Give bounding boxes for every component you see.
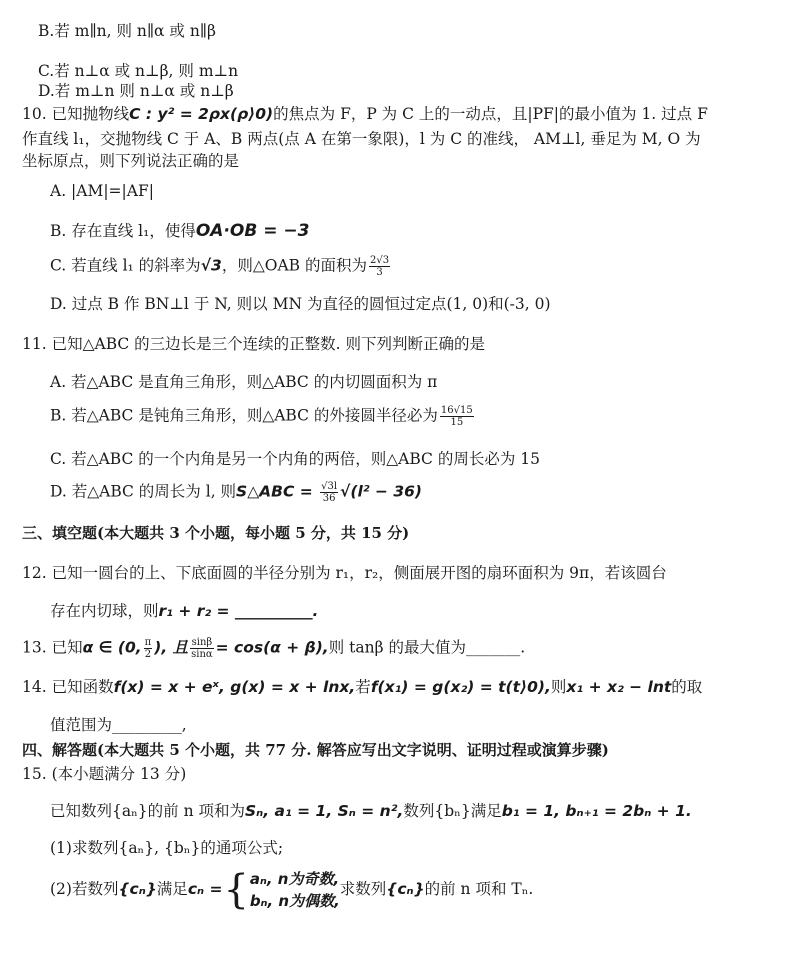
q10-line1 <box>22 104 708 124</box>
q15-stem-text1: 已知数列{aₙ}的前 n 项和为 <box>50 802 246 820</box>
q13-cos-expression: = cos(α + β), <box>215 638 329 657</box>
q13-question-text: 则 tanβ 的最大值为_______. <box>328 638 526 657</box>
q15-heading: 15. (本小题满分 13 分) <box>22 765 187 783</box>
q11-option-c: C. 若△ABC 的一个内角是另一个内角的两倍，则△ABC 的周长必为 15 <box>50 450 540 468</box>
q13-line <box>22 637 525 660</box>
q11-option-d <box>50 481 422 504</box>
q13-ratio-fraction <box>190 637 214 660</box>
q14-line2: 值范围为_________, <box>50 716 187 734</box>
q10-dot-product-formula: OA·OB = −3 <box>195 221 310 241</box>
q14-functions: f(x) = x + eˣ, g(x) = x + lnx, <box>113 678 356 696</box>
q14-tail-text: 的取 <box>671 678 703 696</box>
q14-target-expression: x₁ + x₂ − lnt <box>566 678 672 696</box>
q10-number-text: 10. 已知抛物线 <box>22 105 130 123</box>
section-4-heading: 四、解答题(本大题共 5 个小题，共 77 分. 解答应写出文字说明、证明过程或演算步骤) <box>22 741 609 759</box>
q10-option-d: D. 过点 B 作 BN⊥l 于 N, 则以 MN 为直径的圆恒过定点(1, 0)和(-3, 0) <box>50 295 551 313</box>
q12-line1: 12. 已知一圆台的上、下底面圆的半径分别为 r₁，r₂，侧面展开图的扇环面积为 9π，若该圆台 <box>22 564 667 582</box>
q12-sum-blank: r₁ + r₂ = __________. <box>158 602 319 620</box>
q15-cn-def: cₙ = <box>187 880 223 898</box>
q10-parabola-formula: C : y² = 2ρx(ρ⟩0) <box>129 105 274 123</box>
q10-line3: 坐标原点，则下列说法正确的是 <box>22 152 240 170</box>
q10-area-fraction <box>369 255 390 278</box>
q11-option-d-text: D. 若△ABC 的周长为 l, 则 <box>50 482 237 501</box>
q15-part2-text4: 的前 n 项和 Tₙ. <box>424 880 534 898</box>
q14-number-text: 14. 已知函数 <box>22 678 114 696</box>
q12-line2 <box>50 601 318 621</box>
q15-bn-formula: b₁ = 1, bₙ₊₁ = 2bₙ + 1. <box>501 802 692 820</box>
q12-text: 存在内切球，则 <box>50 602 159 620</box>
q11-option-b-text: B. 若△ABC 是钝角三角形，则△ABC 的外接圆半径必为 <box>50 406 438 425</box>
q15-sn-formula: Sₙ, a₁ = 1, Sₙ = n², <box>245 802 404 820</box>
q14-then-text: 则 <box>550 678 567 696</box>
q10-option-b <box>50 221 309 241</box>
option-d-line: D.若 m⊥n 则 n⊥α 或 n⊥β <box>38 82 234 100</box>
q13-number-text: 13. 已知 <box>22 638 83 657</box>
q15-part2-text3: 求数列 <box>339 880 387 898</box>
q10-stem-text: 的焦点为 F，P 为 C 上的一动点，且|PF|的最小值为 1. 过点 F <box>273 105 708 123</box>
q15-case-even: bₙ, n为偶数, <box>249 892 340 910</box>
q15-stem <box>50 801 692 821</box>
q15-part2-text1: (2)若数列 <box>50 880 119 898</box>
q13-pi-fraction <box>144 637 153 660</box>
q15-cn-seq: {cₙ} <box>118 880 157 898</box>
fraction-denominator: 3 <box>376 267 383 278</box>
q10-option-c <box>50 255 392 278</box>
q10-option-c-text: C. 若直线 l₁ 的斜率为 <box>50 256 201 275</box>
q13-alpha-range: α ∈ (0, <box>82 638 142 657</box>
q10-option-c-text2: ，则△OAB 的面积为 <box>221 256 367 275</box>
q15-case-odd: aₙ, n为奇数, <box>249 870 340 888</box>
q14-condition: f(x₁) = g(x₂) = t(t⟩0), <box>370 678 551 696</box>
q11-option-a: A. 若△ABC 是直角三角形，则△ABC 的内切圆面积为 π <box>50 373 438 391</box>
q15-part1: (1)求数列{aₙ}, {bₙ}的通项公式; <box>50 839 284 857</box>
q11-area-symbol: S△ABC = <box>236 482 319 501</box>
q15-part2 <box>50 865 533 913</box>
q14-if-text: 若 <box>355 678 371 696</box>
fraction-numerator: 2√3 <box>369 255 390 266</box>
fraction-numerator: √3l <box>321 481 338 492</box>
option-b-line: B.若 m∥n, 则 n∥α 或 n∥β <box>38 22 216 40</box>
fraction-denominator: sinα <box>191 649 213 660</box>
option-c-line: C.若 n⊥α 或 n⊥β, 则 m⊥n <box>38 62 239 80</box>
fraction-denominator: 15 <box>450 417 464 428</box>
q10-option-b-text: B. 存在直线 l₁，使得 <box>50 222 196 240</box>
q13-range-close: ), 且 <box>154 638 189 657</box>
q11-radius-fraction <box>440 405 474 428</box>
q15-stem-text2: 数列{bₙ}满足 <box>403 802 502 820</box>
piecewise-brace: { <box>223 867 249 913</box>
q10-line2: 作直线 l₁，交抛物线 C 于 A、B 两点(点 A 在第一象限)，l 为 C 的准线， AM⊥l, 垂足为 M, O 为 <box>22 130 701 148</box>
q15-cn-seq2: {cₙ} <box>386 880 425 898</box>
fraction-denominator: 36 <box>322 493 336 504</box>
q11-stem: 11. 已知△ABC 的三边长是三个连续的正整数. 则下列判断正确的是 <box>22 335 486 353</box>
q15-piecewise-cases <box>250 868 340 912</box>
q14-line1 <box>22 677 702 697</box>
fraction-denominator: 2 <box>144 649 152 660</box>
q11-option-b <box>50 405 476 428</box>
q10-option-a: A. |AM|=|AF| <box>50 182 154 200</box>
fraction-numerator: sinβ <box>191 637 213 648</box>
q15-part2-text2: 满足 <box>156 880 188 898</box>
fraction-numerator: 16√15 <box>440 405 473 416</box>
fraction-numerator: π <box>144 637 152 648</box>
q11-sqrt-expression: √(l² − 36) <box>340 482 423 501</box>
q10-slope-value: √3 <box>200 256 222 275</box>
section-3-heading: 三、填空题(本大题共 3 个小题，每小题 5 分，共 15 分) <box>22 524 410 542</box>
q11-area-fraction <box>320 481 338 504</box>
